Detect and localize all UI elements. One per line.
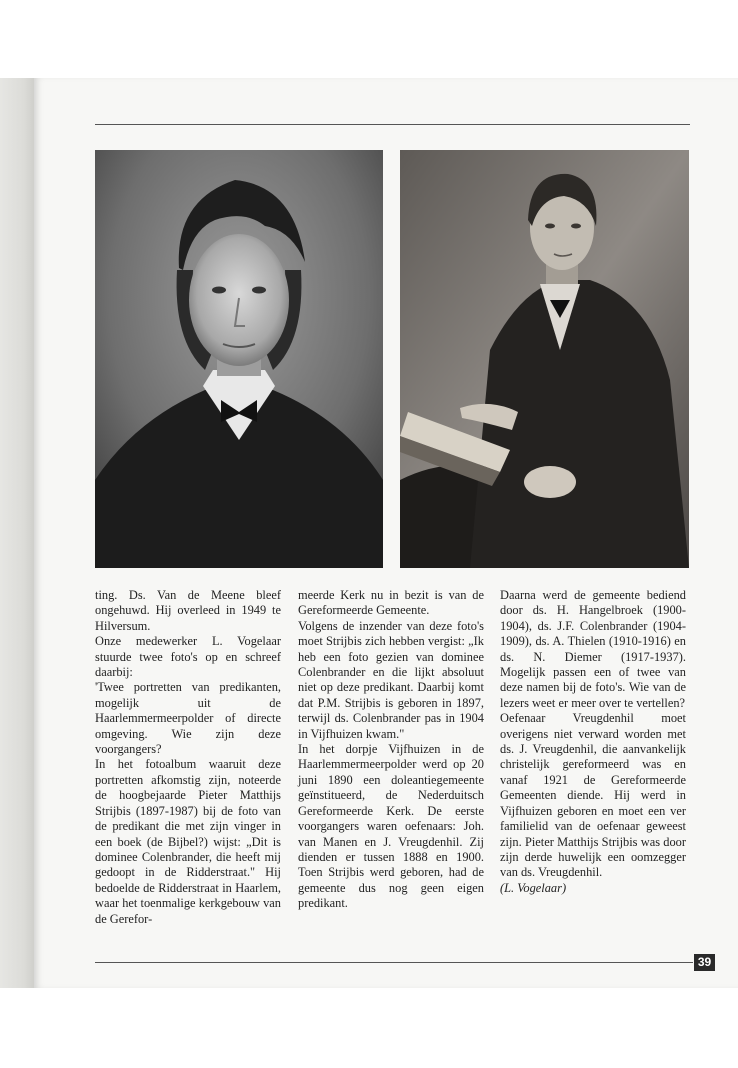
top-rule: [95, 124, 690, 125]
paragraph: Oefenaar Vreugdenhil moet overigens niet verward worden met ds. J. Vreugdenhil, die aanvankelijk christelijk gereformeerd was en vanaf 1921 de Gereformeerde Gemeenten diende. Hij werd in Vijfhuizen geboren en moet een ver familielid van de oefenaar geweest zijn. Pieter Matthijs Strijbis was door zijn derde huwelijk een oomzegger van ds. Vreugdenhil.: [500, 711, 686, 880]
paragraph: In het dorpje Vijfhuizen in de Haarlemmermeerpolder werd op 20 juni 1890 een doleantiegemeente geïnstitueerd, de Nederduitsch Gereformeerde Kerk. De eerste voorgangers waren oefenaars: Joh. van Manen en J. Vreugdenhil. Zij dienden er tussen 1888 en 1900. Toen Strijbis werd geboren, had de gemeente dus nog geen eigen predikant.: [298, 742, 484, 911]
paragraph: Volgens de inzender van deze foto's moet Strijbis zich hebben vergist: „Ik heb een foto gezien van dominee Colenbrander en die lijkt absoluut niet op deze predikant. Daarbij komt dat P.M. Strijbis is geboren in 1897, terwijl ds. Colenbrander pas in 1904 in Vijfhuizen kwam.": [298, 618, 484, 741]
bottom-rule: [95, 962, 693, 963]
text-column-1: [95, 588, 281, 948]
text-column-2: [298, 588, 484, 948]
portrait-man-with-book-image: [400, 150, 689, 568]
paragraph: 'Twee portretten van predikanten, mogelijk uit de Haarlemmermeerpolder of directe omgeving. Wie zijn deze voorgangers?: [95, 680, 281, 757]
portrait-photo-right: [400, 150, 689, 568]
paragraph: Onze medewerker L. Vogelaar stuurde twee foto's op en schreef daarbij:: [95, 634, 281, 680]
portrait-photo-left: [95, 150, 383, 568]
paragraph: In het fotoalbum waaruit deze portretten afkomstig zijn, noteerde de hoogbejaarde Pieter Matthijs Strijbis (1897-1987) bij de foto van de predikant die met zijn vinger in een boek (de Bijbel?) wijst: „Dit is dominee Colenbrander, die heeft mij gedoopt in de Ridderstraat." Hij bedoelde de Ridderstraat in Haarlem, waar het toenmalige kerkgebouw van de Gerefor-: [95, 757, 281, 926]
text-column-3: [500, 588, 686, 948]
page-number: 39: [694, 954, 715, 971]
paragraph: Daarna werd de gemeente bediend door ds. H. Hangelbroek (1900-1904), ds. J.F. Colenbrander (1904-1909), ds. A. Thielen (1910-1916) en ds. N. Diemer (1917-1937). Mogelijk passen een of twee van deze namen bij de foto's. Wie van de lezers weet er meer over te vertellen?: [500, 588, 686, 710]
paragraph: meerde Kerk nu in bezit is van de Gereformeerde Gemeente.: [298, 588, 484, 618]
portrait-young-man-image: [95, 150, 383, 568]
author-signature: (L. Vogelaar): [500, 880, 567, 895]
paragraph: ting. Ds. Van de Meene bleef ongehuwd. Hij overleed in 1949 te Hilversum.: [95, 588, 281, 633]
book-gutter: [0, 78, 34, 988]
